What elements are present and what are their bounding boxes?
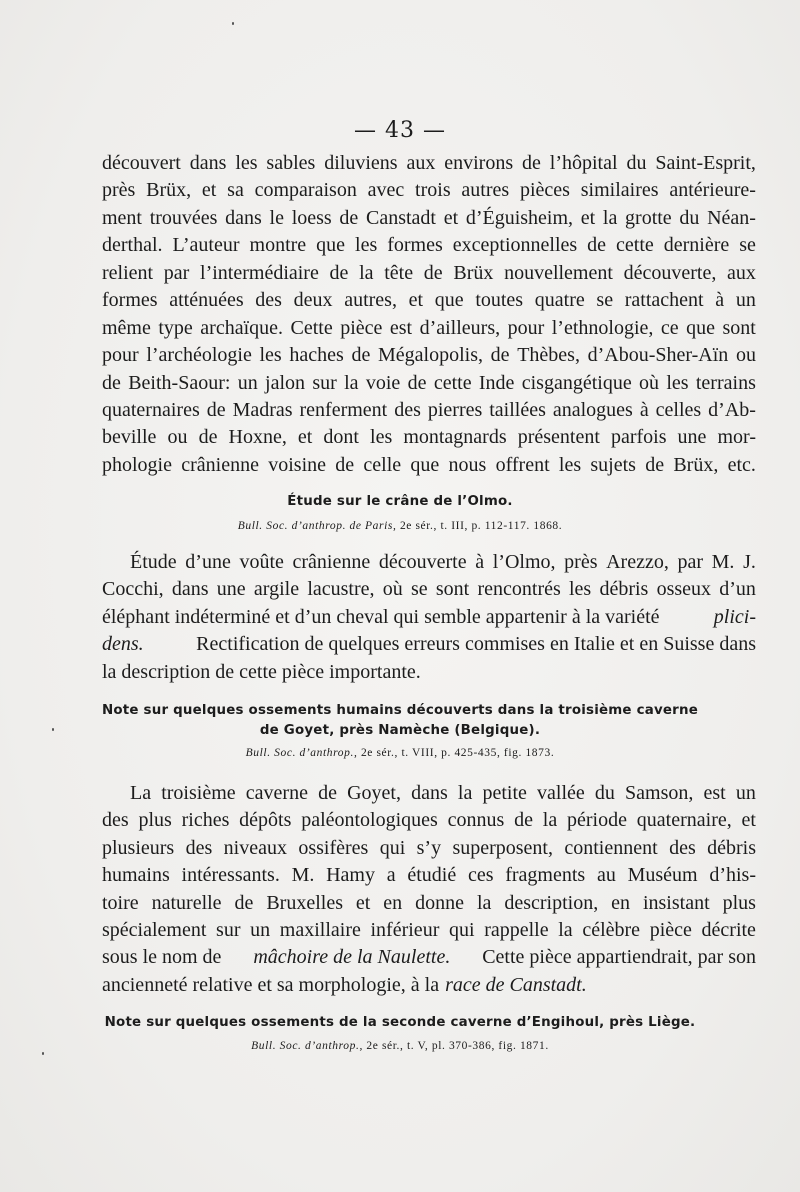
paragraph-olmo xyxy=(102,549,756,686)
text-line: de Beith-Saour: un jalon sur la voie de cette Inde cisgangétique où les terrains xyxy=(102,371,756,394)
text-line: Étude d’une voûte crânienne découverte à l’Olmo, près Arezzo, par M. J. xyxy=(130,551,756,573)
text-line: La troisième caverne de Goyet, dans la petite vallée du Samson, est un xyxy=(130,782,756,804)
paragraph-goyet xyxy=(102,780,756,999)
section-heading-engihoul: Note sur quelques ossements de la seconde caverne d’Engihoul, près Liège. xyxy=(104,1015,696,1030)
text-line: beville ou de Hoxne, et dont les montagnards présentent parfois une mor- xyxy=(102,426,756,449)
text-line: toire naturelle de Bruxelles et en donne la description, en insistant plus xyxy=(102,891,756,914)
text-line: quaternaires de Madras renferment des pierres taillées analogues à celles d’Ab- xyxy=(102,398,756,421)
text-line: sous le nom de mâchoire de la Naulette. Cette pièce appartiendrait, par son xyxy=(102,946,756,969)
page-number: — 43 — xyxy=(354,118,446,143)
citation-goyet: Bull. Soc. d’anthrop., 2e sér., t. VIII, p. 425-435, fig. 1873. xyxy=(245,747,555,759)
text-line: découvert dans les sables diluviens aux environs de l’hôpital du Saint-Esprit, xyxy=(102,152,756,174)
text-line: éléphant indéterminé et d’un cheval qui semble appartenir à la variété plici- xyxy=(102,605,756,628)
text-line: spécialement sur un maxillaire inférieur qui rappelle la célèbre pièce décrite xyxy=(102,918,756,941)
text-line: même type archaïque. Cette pièce est d’ailleurs, pour l’ethnologie, ce que sont xyxy=(102,316,756,339)
text-line: plusieurs des niveaux ossifères qui s’y superposent, contiennent des débris xyxy=(102,836,756,859)
text-line: ancienneté relative et sa morphologie, à la race de Canstadt. xyxy=(102,973,587,996)
text-line: ment trouvées dans le loess de Canstadt et d’Éguisheim, et la grotte du Néan- xyxy=(102,206,756,229)
text-line: dens. Rectification de quelques erreurs commises en Italie et en Suisse dans xyxy=(102,633,756,656)
text-line: formes atténuées des deux autres, et que toutes quatre se rattachent à un xyxy=(102,289,756,312)
citation-olmo: Bull. Soc. d’anthrop. de Paris, 2e sér., t. III, p. 112-117. 1868. xyxy=(237,520,563,532)
citation-engihoul: Bull. Soc. d’anthrop., 2e sér., t. V, pl. 370-386, fig. 1871. xyxy=(251,1040,549,1052)
text-line: près Brüx, et sa comparaison avec trois autres pièces similaires antérieure- xyxy=(102,179,756,202)
text-line: des plus riches dépôts paléontologiques connus de la période quaternaire, et xyxy=(102,809,756,832)
section-heading-olmo: Étude sur le crâne de l’Olmo. xyxy=(287,494,513,509)
text-line: phologie crânienne voisine de celle que nous offrent les sujets de Brüx, etc. xyxy=(102,453,756,476)
text-line: relient par l’intermédiaire de la tête de Brüx nouvellement découverte, aux xyxy=(102,261,756,284)
text-line: Cocchi, dans une argile lacustre, où se sont rencontrés les débris osseux d’un xyxy=(102,578,756,601)
text-line: pour l’archéologie les haches de Mégalopolis, de Thèbes, d’Abou-Sher-Aïn ou xyxy=(102,344,756,367)
text-line: humains intéressants. M. Hamy a étudié ces fragments au Muséum d’his- xyxy=(102,864,756,887)
speck-mark xyxy=(232,22,234,25)
text-line: derthal. L’auteur montre que les formes exceptionnelles de cette dernière se xyxy=(102,234,756,257)
section-heading-goyet-line1: Note sur quelques ossements humains découverts dans la troisième caverne xyxy=(102,703,698,718)
text-line: la description de cette pièce importante. xyxy=(102,660,421,683)
speck-mark xyxy=(42,1052,44,1055)
paragraph-intro xyxy=(102,150,756,479)
section-heading-goyet-line2: de Goyet, près Namèche (Belgique). xyxy=(259,723,541,738)
